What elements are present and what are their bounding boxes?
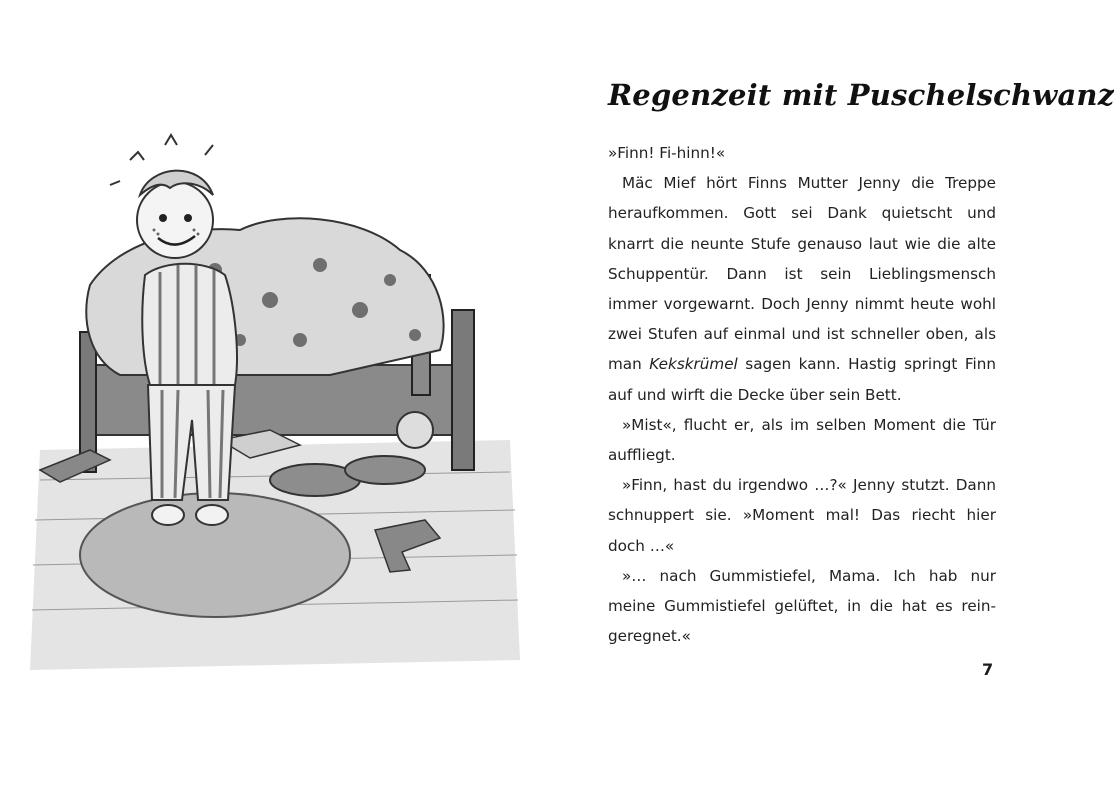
story-paragraph-5: »… nach Gummistiefel, Mama. Ich hab nur meine Gummistiefel gelüftet, in die hat es reingeregnet.« xyxy=(608,566,996,646)
football xyxy=(397,412,433,448)
story-paragraph-2: Mäc Mief hört Finns Mutter Jenny die Treppe heraufkommen. Gott sei Dank quietscht und knarrt die neunte Stufe genauso laut wie die alte Schuppentür. Dann ist sein Lieblingsmensch immer vorgewarnt. Doch Jenny nimmt heute wohl zwei Stufen auf einmal und ist schneller oben, als man Kekskrümel sagen kann. Hastig springt Finn auf und wirft die Decke über sein Bett. xyxy=(608,174,996,404)
chapter-title: Regenzeit mit Puschelschwanz xyxy=(608,78,1114,112)
story-paragraph-1: »Finn! Fi-hinn!« xyxy=(608,144,726,162)
foot-left xyxy=(152,505,184,525)
story-paragraph-4: »Finn, hast du irgendwo …?« Jenny stutzt. Dann schnuppert sie. »Moment mal! Das riecht hier doch …« xyxy=(608,476,996,555)
emphasized-word: Kekskrümel xyxy=(649,355,738,374)
pajama-top xyxy=(142,264,237,385)
boy-in-pajamas-by-bed-drawing xyxy=(30,100,520,670)
boy-head xyxy=(137,182,213,258)
story-paragraph-3: »Mist«, flucht er, als im selben Moment die Tür auffliegt. xyxy=(608,415,996,465)
bed-post-right xyxy=(452,310,474,470)
bedroom-illustration xyxy=(30,100,520,670)
slipper-right xyxy=(345,456,425,484)
page-number: 7 xyxy=(982,660,994,679)
story-text-column xyxy=(608,78,1114,651)
foot-right xyxy=(196,505,228,525)
